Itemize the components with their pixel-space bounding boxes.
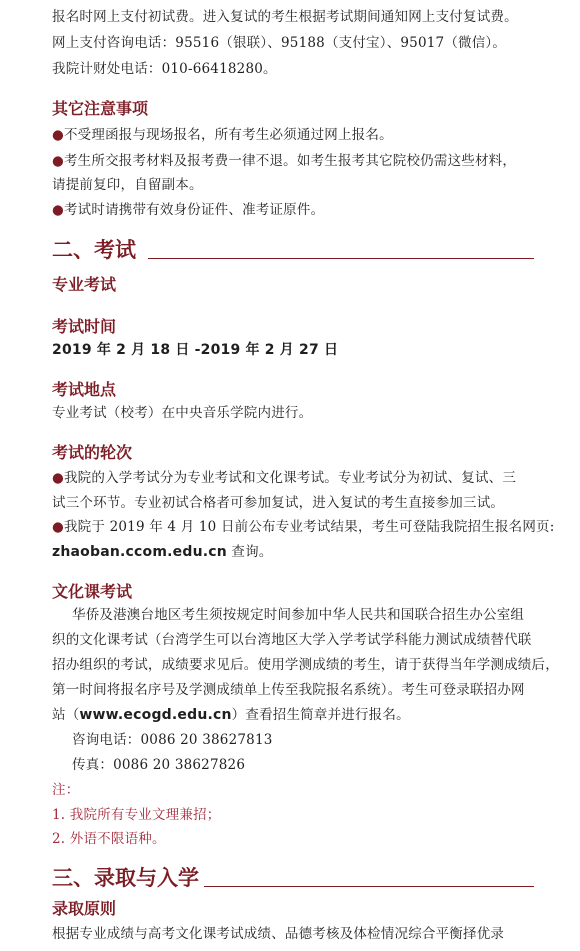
culture-line-5-post: ）查看招生简章并进行报名。 <box>231 707 410 723</box>
rounds-bullet-1-text: 我院的入学考试分为专业考试和文化课考试。专业考试分为初试、复试、三 <box>63 470 517 486</box>
section-3-heading: 三、录取与入学 <box>52 866 199 890</box>
other-bullet-1-text: 不受理函报与现场报名，所有考生必须通过网上报名。 <box>63 127 393 143</box>
culture-line-4: 第一时间将报名序号及学测成绩单上传至我院报名系统）。考生可登录联招办网 <box>52 682 525 698</box>
exam-place-heading: 考试地点 <box>52 380 117 399</box>
culture-line-5-pre: 站（ <box>52 707 80 723</box>
fee-line-2: 网上支付咨询电话：95516（银联）、95188（支付宝）、95017（微信）。 <box>52 35 507 51</box>
admission-principle-heading: 录取原则 <box>52 899 117 918</box>
notes-label: 注： <box>52 782 80 798</box>
bullet-icon: ● <box>52 127 64 143</box>
rounds-bullet-1 <box>52 469 516 487</box>
rounds-bullet-2-tail: 查询。 <box>226 544 273 560</box>
other-bullet-2-text: 考生所交报考材料及报考费一律不退。如考生报考其它院校仍需这些材料， <box>63 153 517 169</box>
other-notes-heading: 其它注意事项 <box>52 99 149 118</box>
exam-rounds-heading: 考试的轮次 <box>52 443 133 462</box>
bullet-icon: ● <box>52 202 64 218</box>
culture-phone: 咨询电话：0086 20 38627813 <box>72 732 273 748</box>
rounds-bullet-1-cont: 试三个环节。专业初试合格者可参加复试，进入复试的考生直接参加三试。 <box>52 495 505 511</box>
other-bullet-3-text: 考试时请携带有效身份证件、准考证原件。 <box>63 202 325 218</box>
bullet-icon: ● <box>52 519 64 535</box>
culture-fax: 传真：0086 20 38627826 <box>72 757 246 773</box>
ecogd-url-link[interactable]: www.ecogd.edu.cn <box>79 707 232 723</box>
exam-time-heading: 考试时间 <box>52 317 117 336</box>
rounds-bullet-2 <box>52 518 555 536</box>
professional-exam-heading: 专业考试 <box>52 275 117 294</box>
culture-exam-heading: 文化课考试 <box>52 582 133 601</box>
note-2: 2. 外语不限语种。 <box>52 831 166 847</box>
section-2-heading: 二、考试 <box>52 238 136 262</box>
exam-time-value: 2019 年 2 月 18 日 -2019 年 2 月 27 日 <box>52 342 339 358</box>
culture-line-1: 华侨及港澳台地区考生须按规定时间参加中华人民共和国联合招生办公室组 <box>72 607 525 623</box>
bullet-icon: ● <box>52 153 64 169</box>
fee-line-1: 报名时网上支付初试费。进入复试的考生根据考试期间通知网上支付复试费。 <box>52 9 518 25</box>
section-2-rule <box>148 258 534 259</box>
exam-place-value: 专业考试（校考）在中央音乐学院内进行。 <box>52 405 313 421</box>
other-bullet-3 <box>52 201 324 219</box>
fee-line-3: 我院计财处电话：010-66418280。 <box>52 61 277 77</box>
rounds-bullet-2-text: 我院于 2019 年 4 月 10 日前公布专业考试结果，考生可登陆我院招生报名网页: <box>63 519 555 535</box>
culture-line-3: 招办组织的考试，成绩要求见后。使用学测成绩的考生，请于获得当年学测成绩后， <box>52 657 559 673</box>
culture-line-5 <box>52 706 410 724</box>
note-1: 1. 我院所有专业文理兼招； <box>52 807 221 823</box>
other-bullet-1 <box>52 126 393 144</box>
section-3-rule <box>204 886 534 887</box>
admission-principle-line-1: 根据专业成绩与高考文化课考试成绩、品德考核及体检情况综合平衡择优录 <box>52 926 505 942</box>
other-bullet-2-cont: 请提前复印，自留副本。 <box>52 177 203 193</box>
other-bullet-2 <box>52 152 516 170</box>
rounds-bullet-2-cont <box>52 543 273 561</box>
bullet-icon: ● <box>52 470 64 486</box>
admission-url-link[interactable]: zhaoban.ccom.edu.cn <box>52 544 227 560</box>
culture-line-2: 织的文化课考试（台湾学生可以台湾地区大学入学考试学科能力测试成绩替代联 <box>52 632 532 648</box>
